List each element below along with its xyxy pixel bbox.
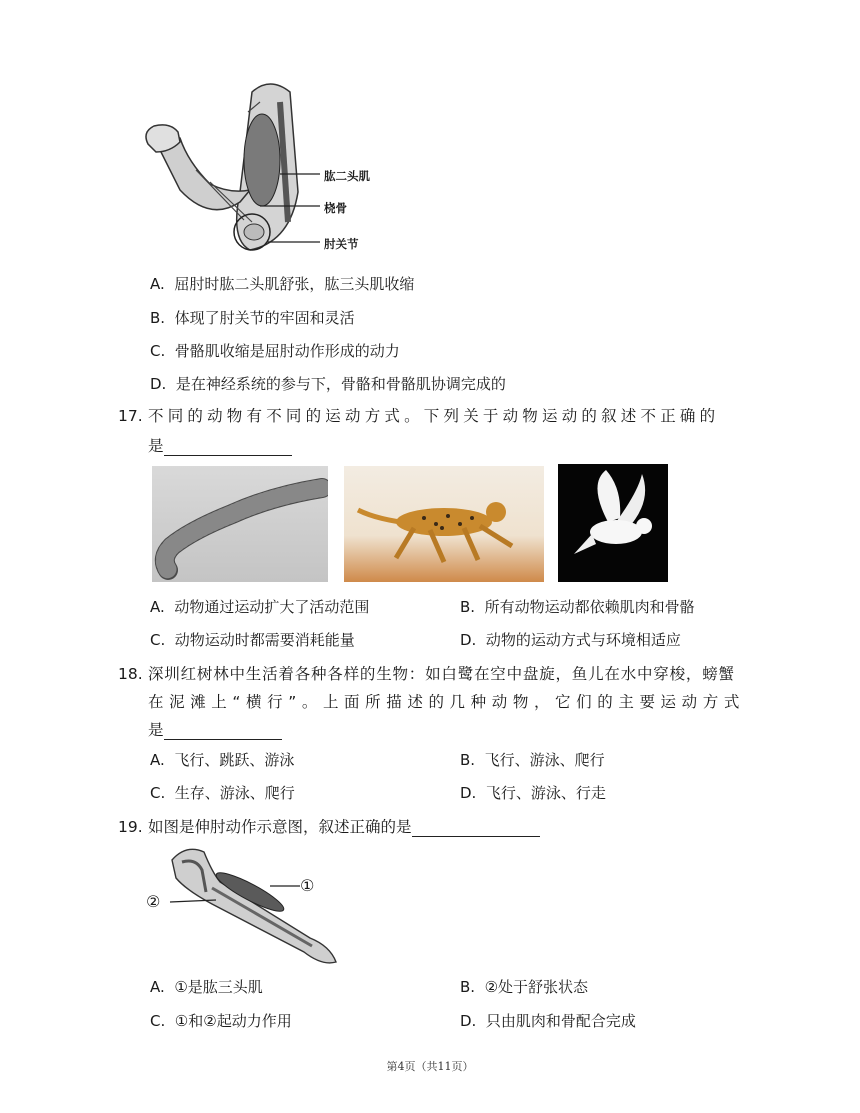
label-biceps: 肱二头肌	[324, 169, 370, 183]
q17-option-c[interactable]: C. 动物运动时都需要消耗能量	[150, 631, 355, 649]
q17-stem-line2: 是	[148, 436, 292, 456]
q19-option-a[interactable]: A. ①是肱三头肌	[150, 978, 263, 996]
fig19-label-2: ②	[146, 892, 161, 911]
q18-answer-blank[interactable]	[164, 723, 282, 740]
q19-stem-line1: 如图是伸肘动作示意图，叙述正确的是	[148, 817, 540, 837]
q17-stem-line1: 不同的动物有不同的运动方式。下列关于动物运动的叙述不正确的	[148, 407, 720, 425]
q19-option-d[interactable]: D. 只由肌肉和骨配合完成	[460, 1012, 636, 1030]
q19-answer-blank[interactable]	[412, 820, 540, 837]
q16-option-c[interactable]: C. 骨骼肌收缩是屈肘动作形成的动力	[150, 342, 400, 360]
q18-option-c[interactable]: C. 生存、游泳、爬行	[150, 784, 295, 802]
q19-option-b[interactable]: B. ②处于舒张状态	[460, 978, 589, 996]
page-footer: 第4页（共11页）	[386, 1060, 474, 1073]
q16-option-d[interactable]: D. 是在神经系统的参与下，骨骼和骨骼肌协调完成的	[150, 375, 506, 393]
q17-answer-blank[interactable]	[164, 439, 292, 456]
earthworm-image	[152, 466, 328, 582]
q18-option-d[interactable]: D. 飞行、游泳、行走	[460, 784, 606, 802]
q18-stem-line3: 是	[148, 720, 282, 740]
q16-option-a[interactable]: A. 屈肘时肱二头肌舒张，肱三头肌收缩	[150, 275, 415, 293]
q17-option-d[interactable]: D. 动物的运动方式与环境相适应	[460, 631, 681, 649]
arm-flexion-figure	[140, 72, 370, 262]
q16-option-b[interactable]: B. 体现了肘关节的牢固和灵活	[150, 309, 355, 327]
q19-number: 19.	[118, 818, 143, 836]
arm-extension-figure	[142, 842, 342, 972]
dove-image	[558, 464, 668, 582]
q18-option-b[interactable]: B. 飞行、游泳、爬行	[460, 751, 605, 769]
q18-stem-line1: 深圳红树林中生活着各种各样的生物：如白鹭在空中盘旋，鱼儿在水中穿梭，螃蟹	[148, 665, 735, 683]
q18-number: 18.	[118, 665, 143, 683]
q17-number: 17.	[118, 407, 143, 425]
label-elbow-joint: 肘关节	[324, 237, 359, 251]
cheetah-image	[344, 466, 544, 582]
q18-stem-line2: 在泥滩上“横行”。上面所描述的几种动物，它们的主要运动方式	[148, 693, 745, 711]
q18-option-a[interactable]: A. 飞行、跳跃、游泳	[150, 751, 295, 769]
q17-option-a[interactable]: A. 动物通过运动扩大了活动范围	[150, 598, 370, 616]
fig19-label-1: ①	[300, 876, 315, 895]
q17-option-b[interactable]: B. 所有动物运动都依赖肌肉和骨骼	[460, 598, 695, 616]
label-radius: 桡骨	[324, 201, 347, 215]
q19-option-c[interactable]: C. ①和②起动力作用	[150, 1012, 292, 1030]
